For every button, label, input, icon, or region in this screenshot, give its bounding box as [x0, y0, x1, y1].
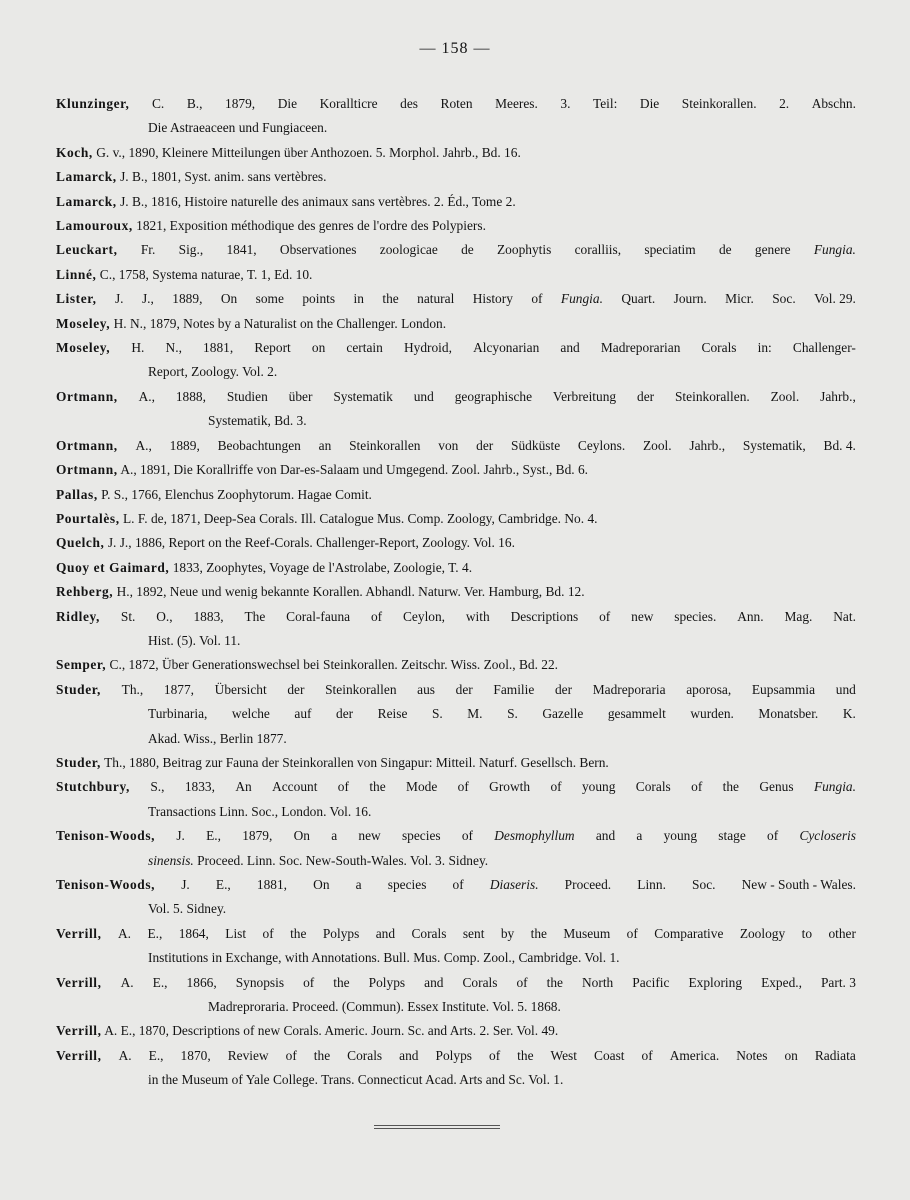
reference-entry: Leuckart, Fr. Sig., 1841, Observationes zoologicae de Zoophytis coralliis, speciatim de genere Fungia. — [56, 238, 856, 262]
reference-entry — [56, 458, 856, 482]
reference-author: Semper, — [56, 657, 107, 673]
reference-entry: Tenison-Woods, J. E., 1881, On a species of Diaseris. Proceed. Linn. Soc. New - South - Wales. Vol. 5. Sidney. — [56, 873, 856, 922]
reference-author: Ortmann, — [56, 388, 118, 404]
reference-author: Semper, C., 1872, Über Generationswechsel bei Steinkorallen. Zeitschr. Wiss. Zool., Bd. 22. — [56, 657, 559, 673]
reference-author: Ortmann, — [56, 437, 118, 453]
reference-author: Lamarck, J. B., 1801, Syst. anim. sans vertèbres. — [56, 169, 327, 185]
reference-entry — [56, 653, 856, 677]
reference-author: Pourtalès, — [56, 510, 120, 526]
reference-author: Moseley, — [56, 315, 111, 331]
reference-author: Koch, G. v., 1890, Kleinere Mitteilungen über Anthozoen. 5. Morphol. Jahrb., Bd. 16. — [56, 144, 521, 160]
reference-entry — [56, 214, 856, 238]
reference-author: Studer, Th., 1880, Beitrag zur Fauna der Steinkorallen von Singapur: Mitteil. Naturf. Gesellsch. Bern. — [56, 754, 609, 770]
reference-author: Pourtalès, L. F. de, 1871, Deep-Sea Corals. Ill. Catalogue Mus. Comp. Zoology, Cambridge. No. 4. — [56, 510, 598, 526]
reference-entry: Ortmann, A., 1888, Studien über Systematik und geographische Verbreitung der Steinkorallen. Zool. Jahrb., Systematik, Bd. 3. — [56, 385, 856, 434]
reference-entry: Ortmann, A., 1889, Beobachtungen an Steinkorallen von der Südküste Ceylons. Zool. Jahrb., Systematik, Bd. 4. — [56, 434, 856, 458]
reference-entry: Stutchbury, S., 1833, An Account of the Mode of Growth of young Corals of the Genus Fungia. Transactions Linn. Soc., London. Vol. 16. — [56, 775, 856, 824]
reference-entry — [56, 141, 856, 165]
reference-author: Quoy et Gaimard, 1833, Zoophytes, Voyage de l'Astrolabe, Zoologie, T. 4. — [56, 559, 473, 575]
reference-author: Rehberg, — [56, 584, 114, 600]
reference-author: Lamouroux, 1821, Exposition méthodique des genres de l'ordre des Polypiers. — [56, 218, 486, 234]
reference-author: Koch, — [56, 144, 93, 160]
reference-author: Verrill, — [56, 974, 102, 990]
reference-author: Tenison-Woods, — [56, 877, 156, 892]
reference-author: Pallas, P. S., 1766, Elenchus Zoophytorum. Hagae Comit. — [56, 486, 372, 502]
reference-author: Studer, — [56, 681, 102, 697]
reference-author: Ridley, — [56, 608, 101, 624]
reference-entry: Verrill, A. E., 1870, Review of the Corals and Polyps of the West Coast of America. Notes on Radiata in the Museum of Yale College. Trans. Connecticut Acad. Arts and Sc. Vol. 1. — [56, 1044, 856, 1093]
reference-entry — [56, 531, 856, 555]
reference-entry — [56, 165, 856, 189]
reference-author: Moseley, H. N., 1879, Notes by a Naturalist on the Challenger. London. — [56, 315, 447, 331]
reference-list — [56, 92, 856, 1093]
reference-entry — [56, 190, 856, 214]
reference-author: Moseley, — [56, 340, 111, 356]
reference-author: Verrill, — [56, 1023, 102, 1039]
reference-entry — [56, 1019, 856, 1043]
reference-entry: Lister, J. J., 1889, On some points in the natural History of Fungia. Quart. Journ. Micr. Soc. Vol. 29. — [56, 287, 856, 311]
reference-entry — [56, 483, 856, 507]
reference-entry — [56, 556, 856, 580]
reference-entry: Ridley, St. O., 1883, The Coral-fauna of Ceylon, with Descriptions of new species. Ann. Mag. Nat. Hist. (5). Vol. 11. — [56, 605, 856, 654]
reference-entry: Tenison-Woods, J. E., 1879, On a new species of Desmophyllum and a young stage of Cycloseris sinensis. Proceed. Linn. Soc. New-South-Wales. Vol. 3. Sidney. — [56, 824, 856, 873]
reference-entry — [56, 312, 856, 336]
reference-author: Quelch, — [56, 535, 105, 551]
reference-entry — [56, 580, 856, 604]
reference-entry — [56, 263, 856, 287]
reference-author: Lister, — [56, 291, 97, 307]
reference-entry: Klunzinger, C. B., 1879, Die Korallticre des Roten Meeres. 3. Teil: Die Steinkorallen. 2. Abschn. Die Astraeaceen und Fungiaceen. — [56, 96, 856, 136]
reference-entry: Verrill, A. E., 1864, List of the Polyps and Corals sent by the Museum of Comparative Zoology to other Institutions in Exchange, with Annotations. Bull. Mus. Comp. Zool., Cambridge. Vol. 1. — [56, 922, 856, 971]
reference-entry: Verrill, A. E., 1866, Synopsis of the Polyps and Corals of the North Pacific Exploring Exped., Part. 3 Madreproraria. Proceed. (Commun). Essex Institute. Vol. 5. 1868. — [56, 971, 856, 1020]
reference-author: Linné, — [56, 266, 97, 282]
reference-entry — [56, 507, 856, 531]
end-rule-second — [374, 1128, 500, 1129]
reference-author: Quoy et Gaimard, — [56, 559, 170, 575]
page-number: — 158 — — [419, 40, 491, 57]
reference-author: Studer, — [56, 754, 102, 770]
reference-author: Leuckart, — [56, 242, 118, 258]
reference-author: Lamarck, — [56, 169, 117, 185]
reference-author: Tenison-Woods, — [56, 828, 156, 844]
reference-author: Verrill, A. E., 1870, Descriptions of new Corals. Americ. Journ. Sc. and Arts. 2. Ser. Vol. 49. — [56, 1023, 559, 1039]
reference-author: Linné, C., 1758, Systema naturae, T. 1, Ed. 10. — [56, 266, 313, 282]
reference-author: Rehberg, H., 1892, Neue und wenig bekannte Korallen. Abhandl. Naturw. Ver. Hamburg, Bd. 12. — [56, 584, 585, 600]
reference-entry: Moseley, H. N., 1881, Report on certain Hydroid, Alcyonarian and Madreporarian Corals in: Challenger- Report, Zoology. Vol. 2. — [56, 336, 856, 385]
reference-author: Stutchbury, — [56, 779, 130, 795]
reference-author: Lamarck, — [56, 193, 117, 209]
reference-author: Lamouroux, — [56, 218, 133, 234]
reference-author: Verrill, — [56, 1047, 102, 1063]
reference-author: Ortmann, A., 1891, Die Korallriffe von Dar-es-Salaam und Umgegend. Zool. Jahrb., Syst., Bd. 6. — [56, 462, 589, 478]
reference-author: Lamarck, J. B., 1816, Histoire naturelle des animaux sans vertèbres. 2. Éd., Tome 2. — [56, 193, 516, 209]
reference-author: Verrill, — [56, 925, 102, 941]
reference-author: Quelch, J. J., 1886, Report on the Reef-Corals. Challenger-Report, Zoology. Vol. 16. — [56, 535, 515, 551]
reference-entry: Studer, Th., 1877, Übersicht der Steinkorallen aus der Familie der Madreporaria aporosa, Eupsammia und Turbinaria, welche auf der Reise S. M. S. Gazelle gesammelt wurden. Monatsber. K. Akad. Wiss., Berlin 1877. — [56, 678, 856, 751]
reference-author: Ortmann, — [56, 462, 118, 478]
reference-entry — [56, 751, 856, 775]
end-rule — [374, 1125, 500, 1126]
reference-author: Pallas, — [56, 486, 98, 502]
